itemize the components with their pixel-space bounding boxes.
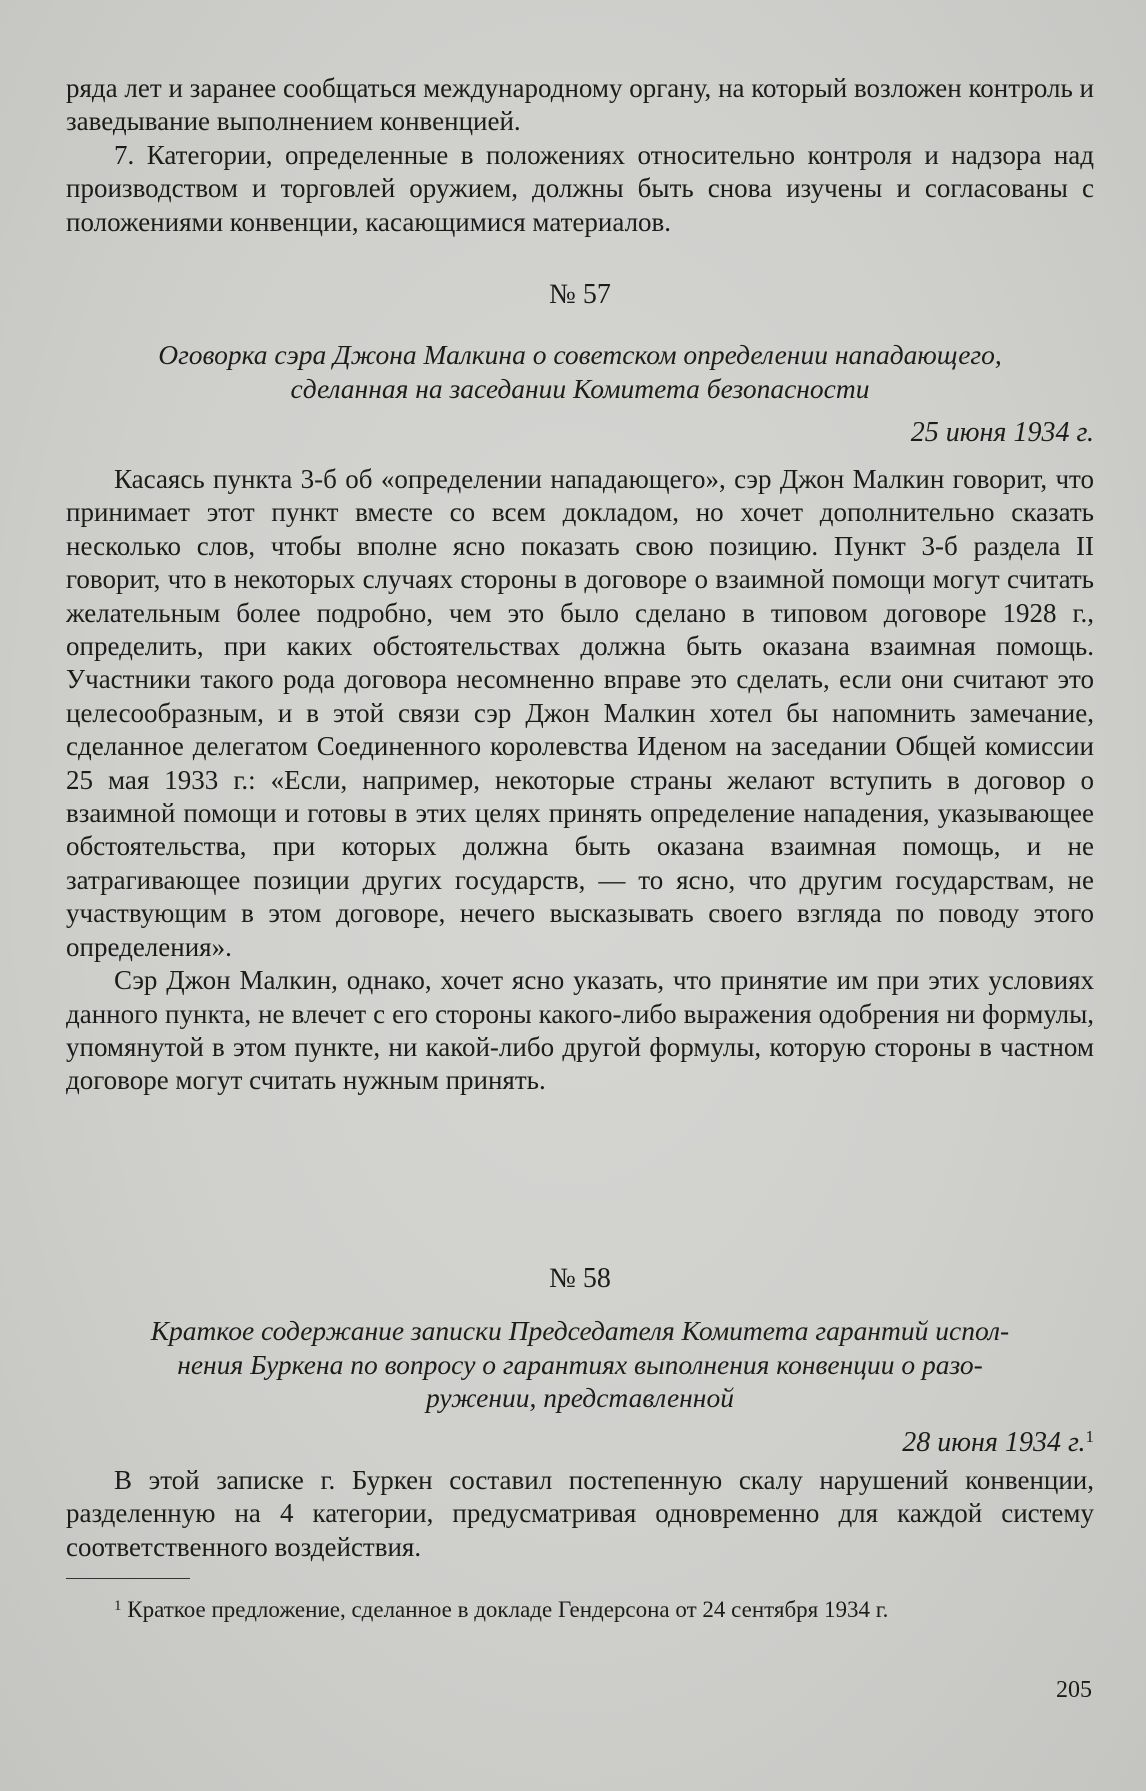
intro-paragraph-1: ряда лет и заранее сообщаться международному органу, на который возложен контроль и заведывание выполнением конвенцией. [66, 73, 1094, 137]
footnote-mark: 1 [114, 1598, 122, 1614]
footnote-text: Краткое предложение, сделанное в докладе Гендерсона от 24 сентября 1934 г. [127, 1597, 889, 1622]
document-58-title-line-2: нения Буркена по вопросу о гарантиях выполнения конвенции о разо- [177, 1348, 983, 1380]
footnote-reference: 1 [1085, 1427, 1094, 1446]
document-57-title-line-2: сделанная на заседании Комитета безопасности [290, 372, 870, 404]
document-57-number: № 57 [549, 279, 611, 310]
document-58-body [66, 1464, 1094, 1564]
document-58-date [902, 1420, 1094, 1460]
footnote [66, 1592, 1094, 1624]
document-58-title-line-3: ружении, представленной [426, 1382, 734, 1413]
document-57-date: 25 июня 1934 г. [910, 417, 1094, 448]
document-58-number: № 58 [549, 1263, 611, 1294]
document-58-paragraph-1: В этой записке г. Буркен составил постепенную скалу нарушений конвенции, разделенную на 4 категории, предусматривая одновременно для каждой систему соответственного воздействия. [66, 1465, 1094, 1562]
document-57-paragraph-1: Касаясь пункта 3-б об «определении нападающего», сэр Джон Малкин говорит, что принимает этот пункт вместе со всем докладом, но хочет дополнительно сказать несколько слов, чтобы вполне ясно показать свою позицию. Пункт 3-б раздела II говорит, что в некоторых случаях стороны в договоре о взаимной помощи могут считать желательным более подробно, чем это было сделано в типовом договоре 1928 г., определить, при каких обстоятельствах должна быть оказана взаимная помощь. Участники такого рода договора несомненно вправе это сделать, если они считают это целесообразным, и в этой связи сэр Джон Малкин хотел бы напомнить замечание, сделанное делегатом Соединенного королевства Иденом на заседании Общей комиссии 25 мая 1933 г.: «Если, например, некоторые страны желают вступить в договор о взаимной помощи и готовы в этих целях принять определение нападения, указывающее обстоятельства, при которых должна быть оказана взаимная помощь, и не затрагивающее позиции других государств, — то ясно, что другим государствам, не участвующим в этом договоре, нечего высказывать своего взгляда по поводу этого определения». [66, 464, 1094, 962]
document-57-title [66, 338, 1094, 405]
intro-text [66, 72, 1094, 239]
document-58-title [66, 1314, 1094, 1415]
footnote-divider [66, 1578, 190, 1579]
page-number: 205 [1056, 1677, 1092, 1703]
document-57-title-line-1: Оговорка сэра Джона Малкина о советском определении нападающего, [158, 339, 1002, 370]
document-58-date-text: 28 июня 1934 г. [902, 1427, 1086, 1458]
intro-paragraph-2: 7. Категории, определенные в положениях относительно контроля и надзора над производством и торговлей оружием, должны быть снова изучены и согласованы с положениями конвенции, касающимися материалов. [66, 139, 1094, 237]
document-57-paragraph-2: Сэр Джон Малкин, однако, хочет ясно указать, что принятие им при этих условиях данного пункта, не влечет с его стороны какого-либо выражения одобрения ни формулы, упомянутой в этом пункте, ни какой-либо другой формулы, которую стороны в частном договоре могут считать нужным принять. [66, 965, 1094, 1096]
document-58-title-line-1: Краткое содержание записки Председателя Комитета гарантий испол- [150, 1315, 1010, 1346]
document-57-body [66, 463, 1094, 1098]
